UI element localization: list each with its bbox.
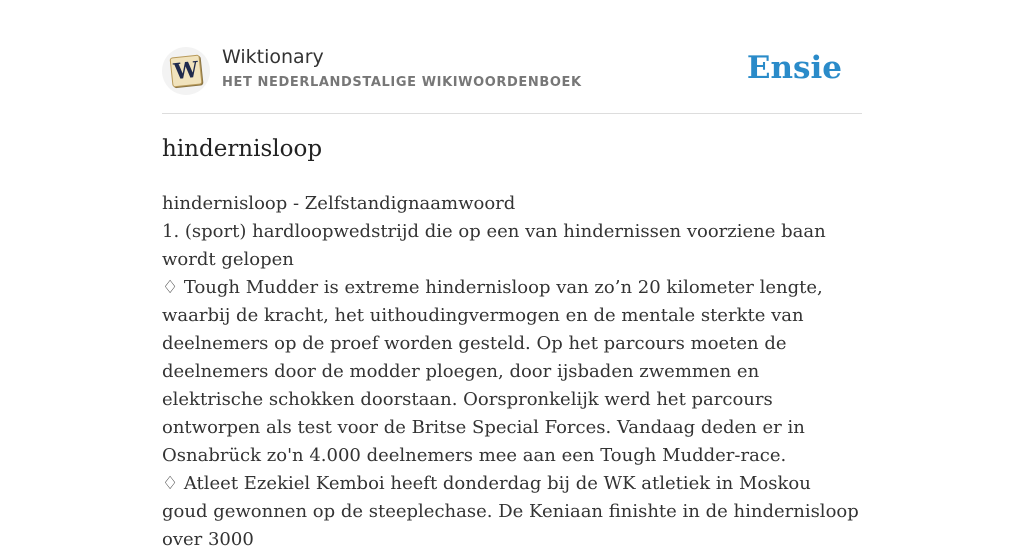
example-sentence: ♢ Tough Mudder is extreme hindernisloop van zo’n 20 kilometer lengte, waarbij de kracht, het uithoudingvermogen en de mentale sterkte van deelnemers op de proef worden gesteld. Op het parcours moeten de deelnemers door de modder ploegen, door ijsbaden zwemmen en elektrische schokken doorstaan. Oorspronkelijk werd het parcours ontworpen als test voor de Britse Special Forces. Vandaag deden er in Osnabrück zo'n 4.000 deelnemers mee aan een Tough Mudder-race. [162,277,823,466]
logo-tile-icon [170,55,203,88]
site-header [162,0,862,114]
logo-letter: W [172,56,200,86]
entry-definition: 1. (sport) hardloopwedstrijd die op een van hindernissen voorziene baan wordt gelopen [162,221,826,270]
example-sentence: ♢ Atleet Ezekiel Kemboi heeft donderdag bij de WK atletiek in Moskou goud gewonnen op de steeplechase. De Keniaan finishte in de hindernisloop over 3000 [162,473,859,550]
site-tagline: HET NEDERLANDSTALIGE WIKIWOORDENBOEK [222,75,582,90]
page-title: hindernisloop [162,136,323,162]
page [162,0,862,550]
entry-body [162,190,862,554]
ensie-brand-logo[interactable]: Ensie [746,50,842,86]
entry-heading: hindernisloop - Zelfstandignaamwoord [162,193,516,214]
wiktionary-logo[interactable] [162,47,210,95]
site-name[interactable]: Wiktionary [222,46,324,68]
